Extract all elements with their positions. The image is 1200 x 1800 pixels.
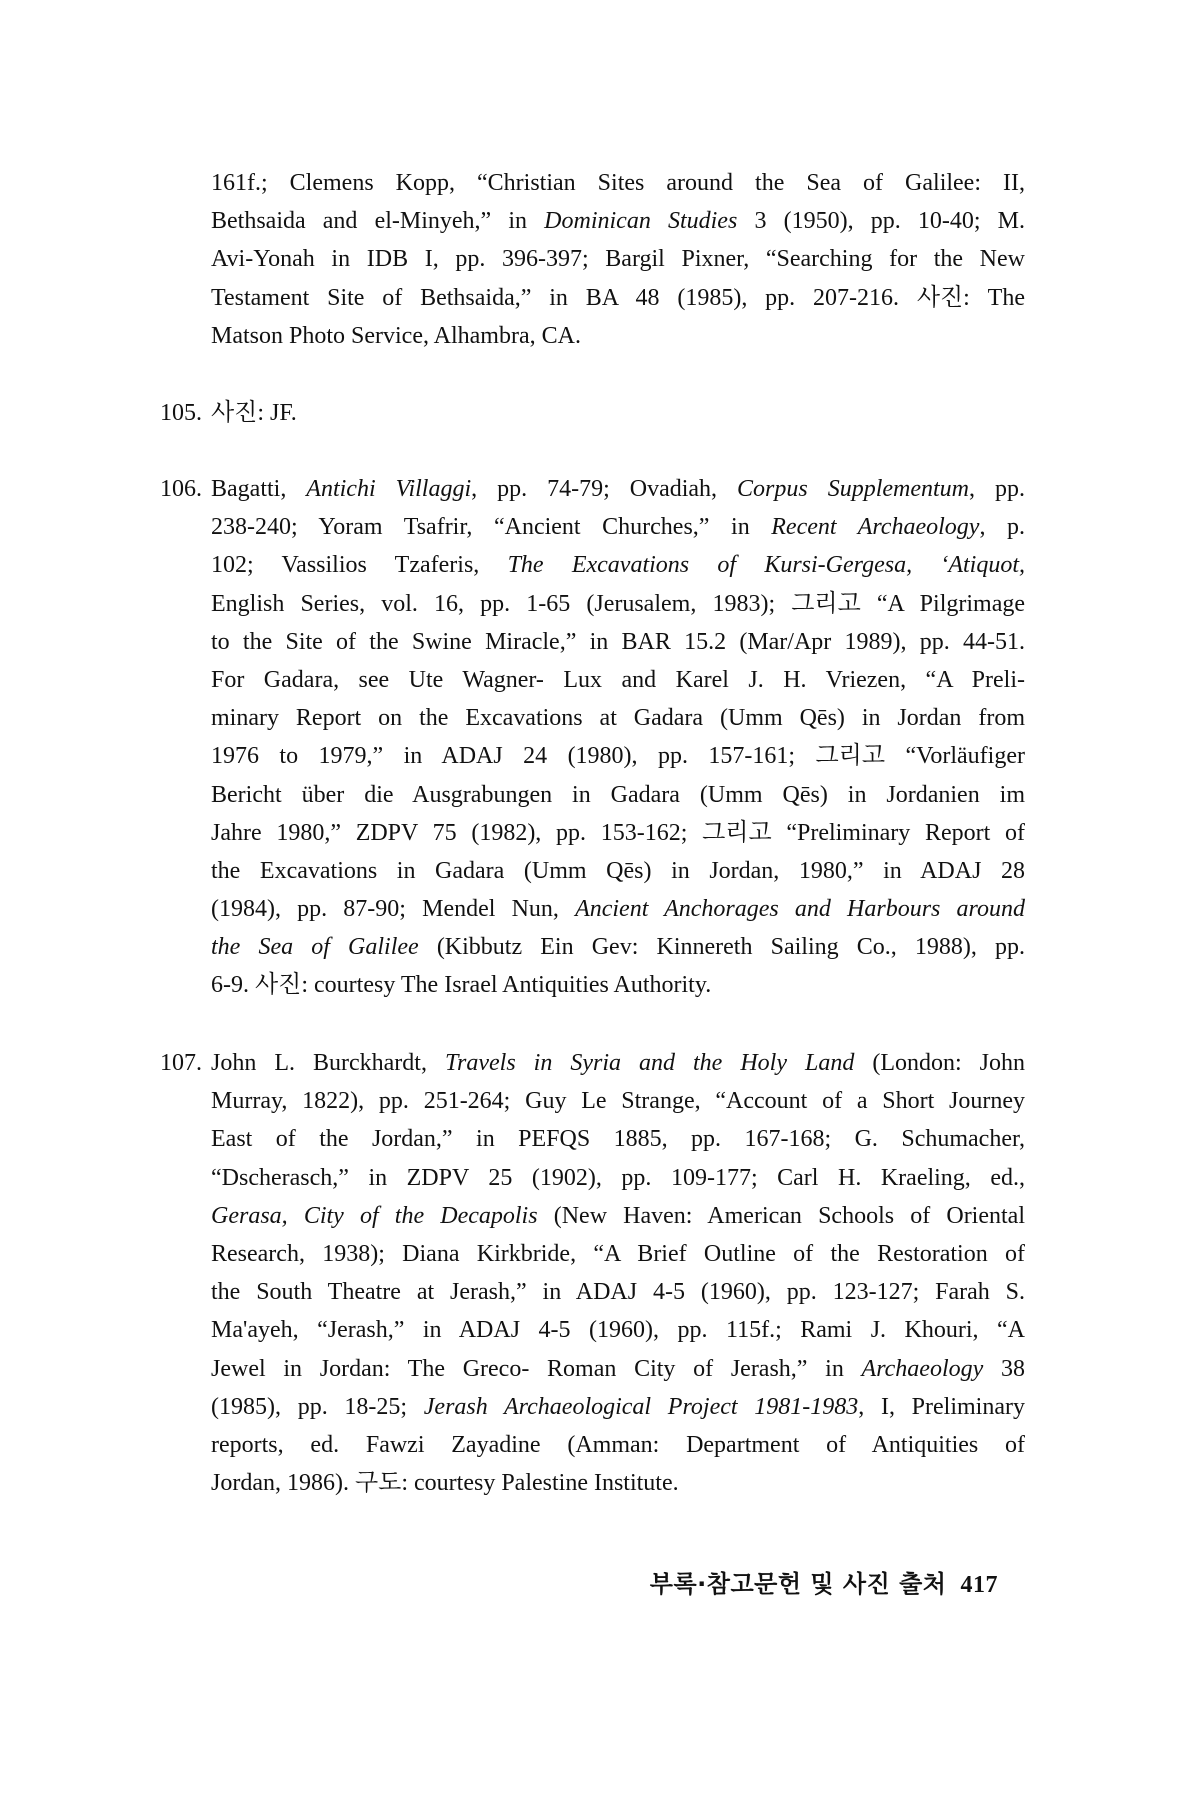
italic-title: Dominican Studies <box>544 208 738 235</box>
text-segment: East of the Jordan,” in PEFQS 1885, pp. 167-168; G. Schumacher, <box>211 1126 1025 1153</box>
text-segment: (London: John <box>854 1050 1025 1076</box>
text-line <box>211 279 1025 317</box>
text-line <box>211 776 1025 814</box>
italic-title: Travels in Syria and the Holy Land <box>444 1050 855 1076</box>
text-line <box>211 1082 1025 1120</box>
text-segment: 161f.; Clemens Kopp, “Christian Sites around the Sea of Galilee: II, <box>211 170 1025 196</box>
text-segment: , pp. <box>969 476 1026 502</box>
text-line <box>211 623 1025 661</box>
italic-title: Corpus Supplementum <box>737 476 970 502</box>
text-segment: 6-9. 사진: courtesy The Israel Antiquities Authority. <box>211 972 712 999</box>
text-segment: Jordan, 1986). 구도: courtesy Palestine Institute. <box>211 1470 679 1497</box>
footnote-106 <box>160 470 1025 1005</box>
page-footer <box>650 1564 998 1599</box>
text-line <box>211 928 1025 966</box>
text-segment: Testament Site of Bethsaida,” in BA 48 (1985), pp. 207-216. 사진: The <box>211 284 1025 311</box>
text-line <box>211 470 1025 508</box>
italic-title: the Sea of Galilee <box>211 934 419 961</box>
text-line <box>211 966 1025 1004</box>
text-line <box>211 1235 1025 1273</box>
text-line <box>211 852 1025 890</box>
text-line <box>211 661 1025 699</box>
text-segment: (New Haven: American Schools of Oriental <box>537 1202 1025 1229</box>
footnote-number: 106. <box>160 476 202 502</box>
italic-title: Antichi Villaggi <box>306 476 472 502</box>
text-segment: Jewel in Jordan: The Greco- Roman City of Jerash,” in <box>211 1355 862 1382</box>
text-line <box>211 1044 1025 1082</box>
text-line <box>211 1273 1025 1311</box>
footnote-105 <box>160 394 1025 432</box>
text-segment: Jahre 1980,” ZDPV 75 (1982), pp. 153-162; 그리고 “Preliminary Report of <box>211 819 1025 846</box>
text-line <box>211 1350 1025 1388</box>
text-line <box>211 546 1025 584</box>
text-segment: , pp. 74-79; Ovadiah, <box>471 476 738 502</box>
text-segment: Research, 1938); Diana Kirkbride, “A Brief Outline of the Restoration of <box>211 1240 1025 1267</box>
text-segment: 238-240; Yoram Tsafrir, “Ancient Churches,” in <box>211 514 772 541</box>
text-segment: “Dscherasch,” in ZDPV 25 (1902), pp. 109-177; Carl H. Kraeling, ed., <box>211 1164 1025 1191</box>
text-line <box>211 394 1025 432</box>
italic-title: Jerash Archaeological Project 1981-1983 <box>423 1393 859 1420</box>
text-segment: 1976 to 1979,” in ADAJ 24 (1980), pp. 157-161; 그리고 “Vorläufiger <box>211 743 1025 770</box>
text-line <box>211 202 1025 240</box>
text-segment: 102; Vassilios Tzaferis, <box>211 552 508 579</box>
text-line <box>211 1159 1025 1197</box>
text-segment: , p. <box>979 514 1026 541</box>
text-line <box>211 699 1025 737</box>
text-line <box>211 317 1025 355</box>
footnote-number: 105. <box>160 400 202 426</box>
italic-title: The Excavations of Kursi-Gergesa, ‘Atiquot, <box>507 552 1026 579</box>
text-segment: Bagatti, <box>211 476 307 502</box>
text-segment: 사진: JF. <box>211 400 297 426</box>
text-segment: Bericht über die Ausgrabungen in Gadara (Umm Qēs) in Jordanien im <box>211 781 1025 808</box>
text-segment: minary Report on the Excavations at Gadara (Umm Qēs) in Jordan from <box>211 705 1025 732</box>
text-segment: For Gadara, see Ute Wagner- Lux and Karel J. H. Vriezen, “A Preli- <box>211 666 1025 693</box>
text-segment: 38 <box>983 1355 1025 1382</box>
text-line <box>211 240 1025 278</box>
text-segment: Ma'ayeh, “Jerash,” in ADAJ 4-5 (1960), pp. 115f.; Rami J. Khouri, “A <box>211 1317 1025 1344</box>
running-head: 부록·참고문헌 및 사진 출처 <box>649 1570 947 1598</box>
text-line <box>211 814 1025 852</box>
text-segment: (1985), pp. 18-25; <box>211 1393 424 1420</box>
text-line <box>211 508 1025 546</box>
text-segment: (1984), pp. 87-90; Mendel Nun, <box>211 896 576 923</box>
italic-title: Ancient Anchorages and Harbours around <box>575 896 1025 923</box>
text-segment: the Excavations in Gadara (Umm Qēs) in Jordan, 1980,” in ADAJ 28 <box>211 857 1025 884</box>
text-segment: Bethsaida and el-Minyeh,” in <box>211 208 545 235</box>
footnote-107 <box>160 1044 1025 1502</box>
text-segment: (Kibbutz Ein Gev: Kinnereth Sailing Co., 1988), pp. <box>418 934 1026 961</box>
footnote-104 <box>160 164 1025 355</box>
text-segment: John L. Burckhardt, <box>211 1050 445 1076</box>
text-line <box>211 164 1025 202</box>
italic-title: Gerasa, City of the Decapolis <box>211 1202 538 1229</box>
italic-title: Recent Archaeology <box>771 514 980 541</box>
text-segment: to the Site of the Swine Miracle,” in BAR 15.2 (Mar/Apr 1989), pp. 44-51. <box>211 628 1025 655</box>
text-segment: reports, ed. Fawzi Zayadine (Amman: Department of Antiquities of <box>211 1431 1025 1458</box>
text-segment: , I, Preliminary <box>858 1393 1025 1420</box>
text-line <box>211 1120 1025 1158</box>
italic-title: Archaeology <box>861 1355 984 1382</box>
text-line <box>211 737 1025 775</box>
text-line <box>211 585 1025 623</box>
text-segment: the South Theatre at Jerash,” in ADAJ 4-5 (1960), pp. 123-127; Farah S. <box>211 1279 1025 1306</box>
text-line <box>211 1197 1025 1235</box>
text-line <box>211 1426 1025 1464</box>
text-segment: Matson Photo Service, Alhambra, CA. <box>211 322 581 349</box>
text-line <box>211 890 1025 928</box>
text-segment: 3 (1950), pp. 10-40; M. <box>737 208 1026 235</box>
page-number: 417 <box>960 1572 998 1598</box>
text-segment: English Series, vol. 16, pp. 1-65 (Jerusalem, 1983); 그리고 “A Pilgrimage <box>211 590 1025 617</box>
text-line <box>211 1388 1025 1426</box>
text-line <box>211 1464 1025 1502</box>
text-line <box>211 1311 1025 1349</box>
footnote-number: 107. <box>160 1050 202 1076</box>
text-segment: Avi-Yonah in IDB I, pp. 396-397; Bargil Pixner, “Searching for the New <box>211 246 1025 273</box>
text-segment: Murray, 1822), pp. 251-264; Guy Le Strange, “Account of a Short Journey <box>211 1088 1025 1115</box>
